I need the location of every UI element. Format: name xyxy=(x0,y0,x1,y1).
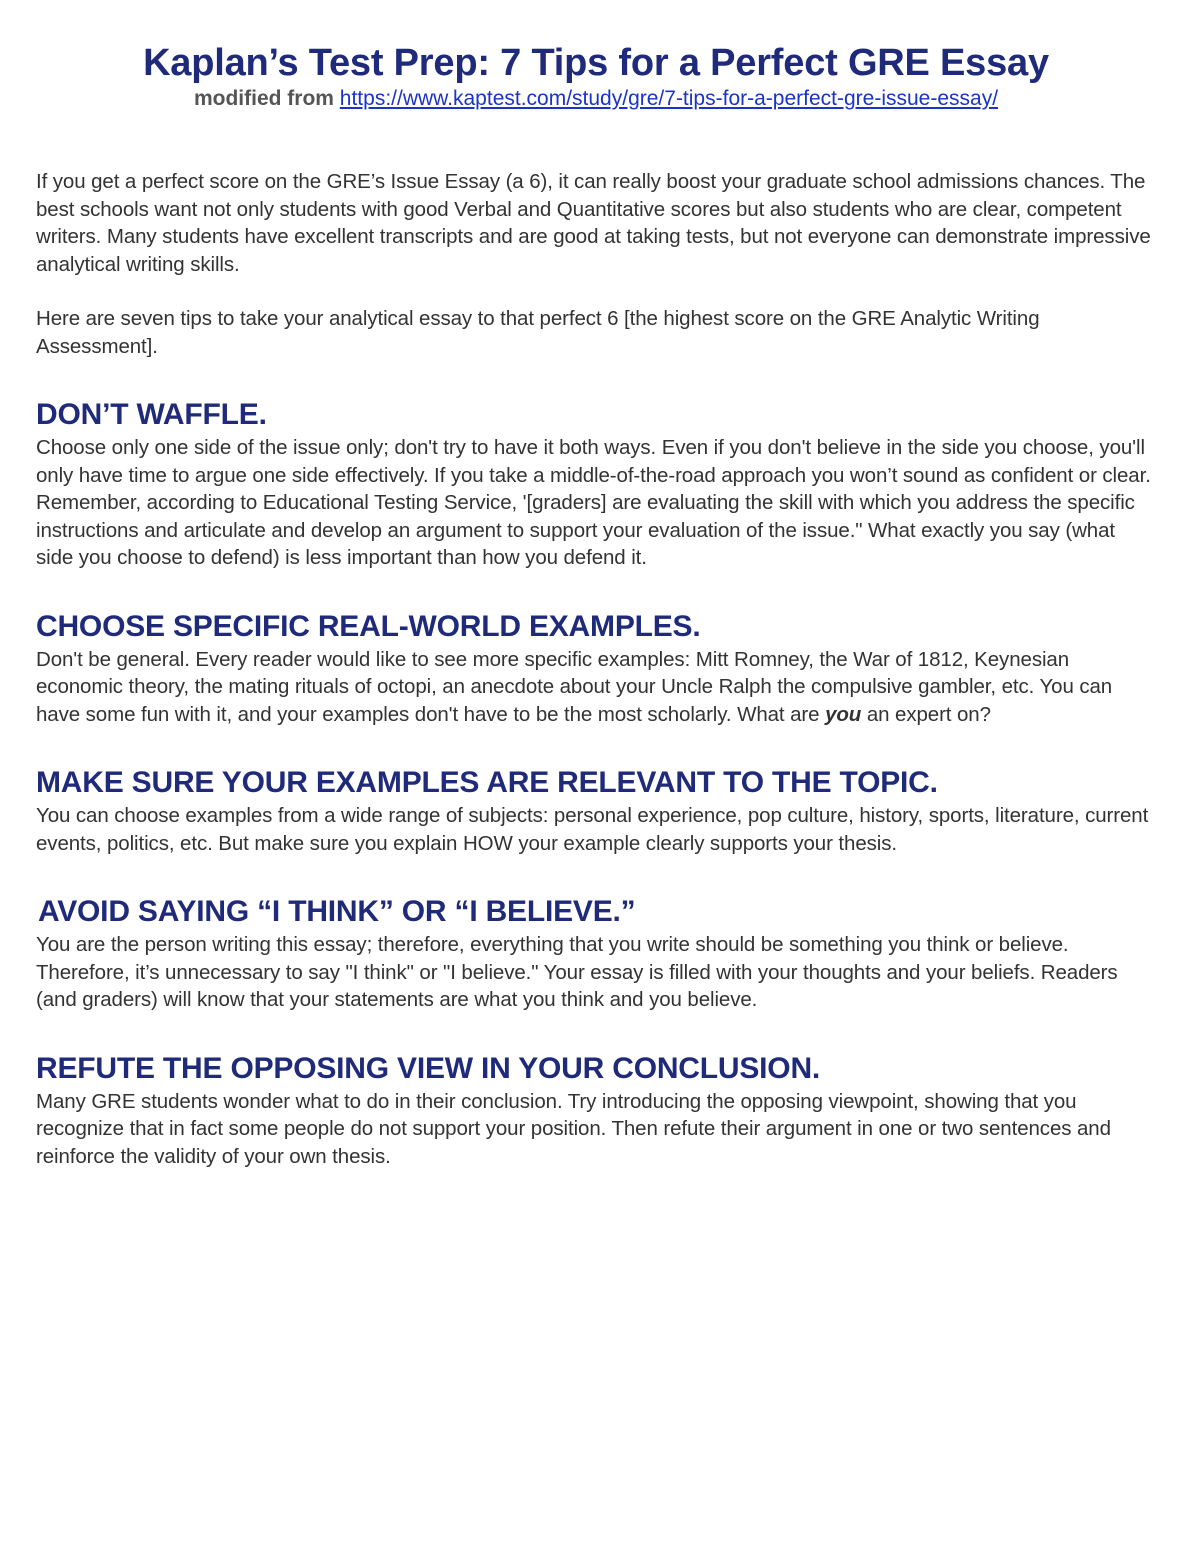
subtitle-prefix: modified from xyxy=(193,87,334,110)
section-refute-opposing-view xyxy=(36,1051,1156,1171)
section-body-text-end: an expert on? xyxy=(861,702,991,726)
section-heading: MAKE SURE YOUR EXAMPLES ARE RELEVANT TO THE TOPIC. xyxy=(36,766,938,799)
section-body-emphasis: you xyxy=(825,702,862,726)
section-body: You can choose examples from a wide range of subjects: personal experience, pop culture, history, sports, literature, current events, politics, etc. But make sure you explain HOW your example clearly supports your thesis. xyxy=(36,804,1149,855)
section-body xyxy=(36,646,1156,729)
section-body: Many GRE students wonder what to do in their conclusion. Try introducing the opposing viewpoint, showing that you recognize that in fact some people do not support your position. Then refute their argument in one or two sentences and reinforce the validity of your own thesis. xyxy=(36,1089,1111,1168)
section-avoid-i-think xyxy=(36,894,1156,1014)
section-body: You are the person writing this essay; therefore, everything that you write should be something you think or believe. Therefore, it’s unnecessary to say "I think" or "I believe." Your essay is filled with your thoughts and your beliefs. Readers (and graders) will know that your statements are what you think and you believe. xyxy=(36,933,1118,1011)
page-subtitle xyxy=(36,86,1156,112)
section-body-text: Don't be general. Every reader would like to see more specific examples: Mitt Romney, the War of 1812, Keynesian economic theory, the mating rituals of octopi, an anecdote about your Uncle Ralph the compulsive gambler, etc. You can have some fun with it, and your examples don't have to be the most scholarly. What are xyxy=(36,647,1113,726)
intro-paragraph-2: Here are seven tips to take your analytical essay to that perfect 6 [the highest score on the GRE Analytic Writing Assessment]. xyxy=(36,307,1040,358)
section-heading: DON’T WAFFLE. xyxy=(36,398,267,431)
section-heading: AVOID SAYING “I THINK” OR “I BELIEVE.” xyxy=(38,895,636,928)
section-heading: REFUTE THE OPPOSING VIEW IN YOUR CONCLUSION. xyxy=(36,1051,821,1085)
intro-paragraph-1: If you get a perfect score on the GRE’s Issue Essay (a 6), it can really boost your graduate school admissions chances. The best schools want not only students with good Verbal and Quantitative scores but also students who are clear, competent writers. Many students have excellent transcripts and are good at taking tests, but not everyone can demonstrate impressive analytical writing skills. xyxy=(36,170,1151,276)
source-link[interactable]: https://www.kaptest.com/study/gre/7-tips-for-a-perfect-gre-issue-essay/ xyxy=(339,87,999,110)
intro xyxy=(36,168,1156,360)
section-heading: CHOOSE SPECIFIC REAL-WORLD EXAMPLES. xyxy=(36,609,701,643)
page-title: Kaplan’s Test Prep: 7 Tips for a Perfect GRE Essay xyxy=(143,42,1049,84)
section-body: Choose only one side of the issue only; don't try to have it both ways. Even if you don't believe in the side you choose, you'll only have time to argue one side effectively. If you take a middle-of-the-road approach you won’t sound as confident or clear. Remember, according to Educational Testing Service, '[graders] are evaluating the skill with which you address the specific instructions and articulate and develop an argument to support your evaluation of the issue." What exactly you say (what side you choose to defend) is less important than how you defend it. xyxy=(36,436,1151,569)
section-dont-waffle xyxy=(36,397,1156,572)
section-relevant-examples xyxy=(36,765,1156,857)
section-specific-examples xyxy=(36,609,1156,729)
